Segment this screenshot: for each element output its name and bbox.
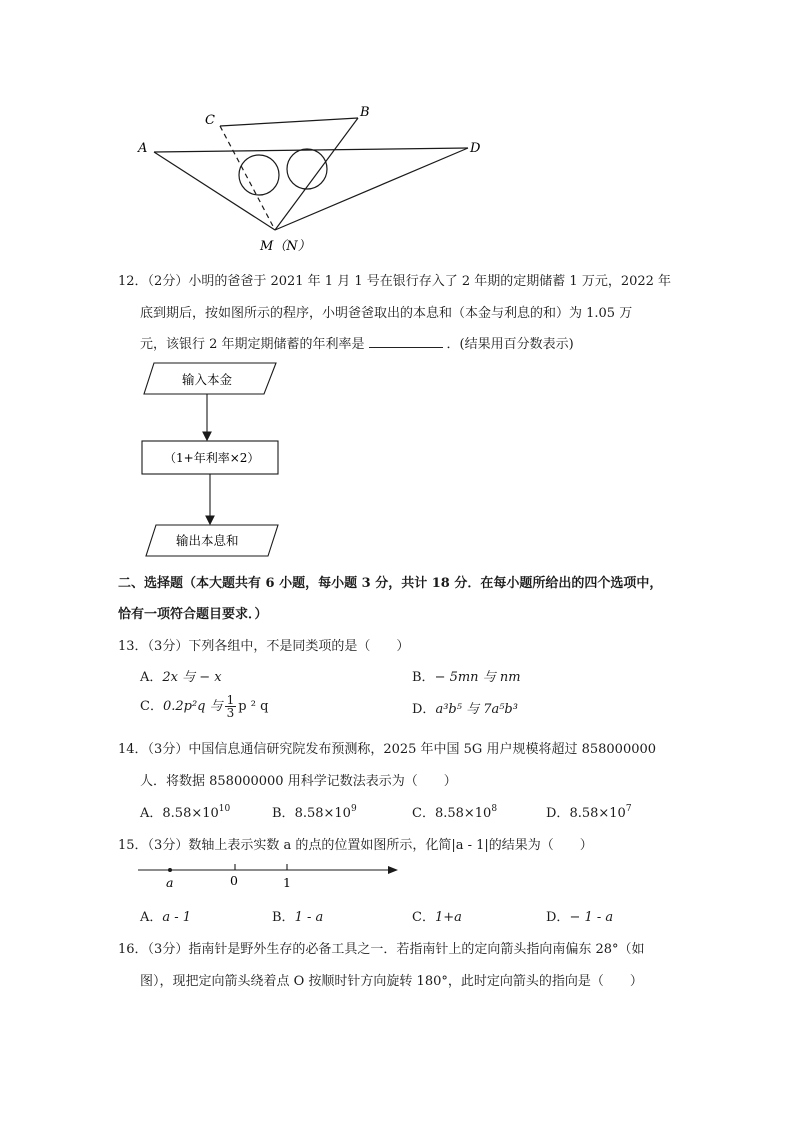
option-label: D． (412, 702, 436, 717)
answer-blank[interactable] (369, 335, 443, 348)
option-text: − 1 - a (569, 910, 614, 925)
option-label: A． (140, 670, 163, 685)
option-base: 8.58×10 (434, 806, 492, 821)
number-line (138, 862, 403, 892)
option-base: 8.58×10 (162, 806, 219, 821)
q15-option-c[interactable] (412, 906, 462, 925)
flow-input: 输入本金 (182, 372, 233, 387)
option-exponent: 10 (218, 804, 231, 814)
flow-process: （1+年利率×2） (164, 451, 260, 465)
option-base: 8.58×10 (294, 806, 351, 821)
q13-option-d[interactable] (412, 698, 518, 717)
fraction-denominator: 3 (226, 706, 235, 720)
option-base: 8.58×10 (569, 806, 626, 821)
q14-option-b[interactable] (272, 802, 357, 821)
q12-score: （2分） (147, 274, 189, 289)
section2-line2: 恰有一项符合题目要求．） (118, 607, 268, 622)
option-label: A． (140, 910, 163, 925)
option-text: − 5mn 与 nm (434, 670, 521, 685)
flowchart (140, 360, 300, 560)
option-text: 1+a (434, 910, 462, 925)
q14-line2: 人．将数据 858000000 用科学记数法表示为（ ） (140, 774, 457, 789)
option-label: B． (272, 806, 295, 821)
q14-option-a[interactable] (140, 802, 230, 821)
q12-text3b: ．(结果用百分数表示) (446, 337, 574, 352)
q14-option-d[interactable] (546, 802, 632, 821)
option-text-post: p ² q (238, 699, 269, 714)
q12-line2: 底到期后，按如图所示的程序，小明爸爸取出的本息和（本金与利息的和）为 1.05 万 (140, 306, 633, 321)
q13-option-a[interactable] (140, 666, 222, 685)
label-B: B (360, 105, 370, 120)
option-label: C． (140, 699, 163, 714)
q12-line3 (140, 333, 574, 352)
q15-option-a[interactable] (140, 906, 191, 925)
label-C: C (205, 113, 215, 128)
flow-output: 输出本息和 (176, 533, 239, 548)
q12-line1 (118, 270, 671, 289)
section2-line1: 二、选择题（本大题共有 6 小题，每小题 3 分，共计 18 分．在每小题所给出的四个选项中， (118, 576, 663, 591)
option-label: B． (272, 910, 295, 925)
axis-label-a: a (166, 875, 174, 890)
option-text: 0.2p²q 与 (162, 699, 223, 714)
geometry-figure (130, 100, 500, 260)
option-exponent: 8 (491, 804, 498, 814)
fraction (225, 694, 237, 719)
fraction-numerator: 1 (226, 693, 235, 707)
axis-label-one: 1 (283, 875, 291, 890)
q15-option-b[interactable] (272, 906, 323, 925)
label-D: D (470, 141, 481, 156)
option-label: B． (412, 670, 435, 685)
option-text: 1 - a (294, 910, 324, 925)
q12-text1: 小明的爸爸于 2021 年 1 月 1 号在银行存入了 2 年期的定期储蓄 1 万元，2022 年 (188, 274, 672, 289)
option-label: C． (412, 806, 435, 821)
q16-line2: 图），现把定向箭头绕着点 O 按顺时针方向旋转 180°，此时定向箭头的指向是（ ） (140, 974, 643, 989)
option-exponent: 7 (625, 804, 632, 814)
q13-option-c[interactable] (140, 694, 268, 719)
q15-option-d[interactable] (546, 906, 613, 925)
option-text: a - 1 (162, 910, 192, 925)
q13-option-b[interactable] (412, 666, 521, 685)
option-exponent: 9 (350, 804, 357, 814)
q15-stem: 15．（3分）数轴上表示实数 a 的点的位置如图所示，化简|a - 1|的结果为（ ） (118, 838, 593, 853)
option-label: C． (412, 910, 435, 925)
q16-line1: 16．（3分）指南针是野外生存的必备工具之一．若指南针上的定向箭头指向南偏东 28°（如 (118, 942, 645, 957)
label-A: A (138, 141, 148, 156)
q12-number: 12． (118, 274, 148, 289)
option-text: a³b⁵ 与 7a⁵b³ (435, 702, 518, 717)
q12-text3a: 元，该银行 2 年期定期储蓄的年利率是 (140, 337, 365, 352)
option-label: D． (546, 806, 570, 821)
q14-option-c[interactable] (412, 802, 497, 821)
option-label: D． (546, 910, 570, 925)
option-label: A． (140, 806, 163, 821)
q13-stem: 13．（3分）下列各组中，不是同类项的是（ ） (118, 639, 410, 654)
axis-label-zero: 0 (230, 873, 238, 888)
option-text: 2x 与 − x (162, 670, 222, 685)
label-MN: M（N） (260, 239, 311, 254)
q14-line1: 14．（3分）中国信息通信研究院发布预测称，2025 年中国 5G 用户规模将超过 858000000 (118, 742, 657, 757)
